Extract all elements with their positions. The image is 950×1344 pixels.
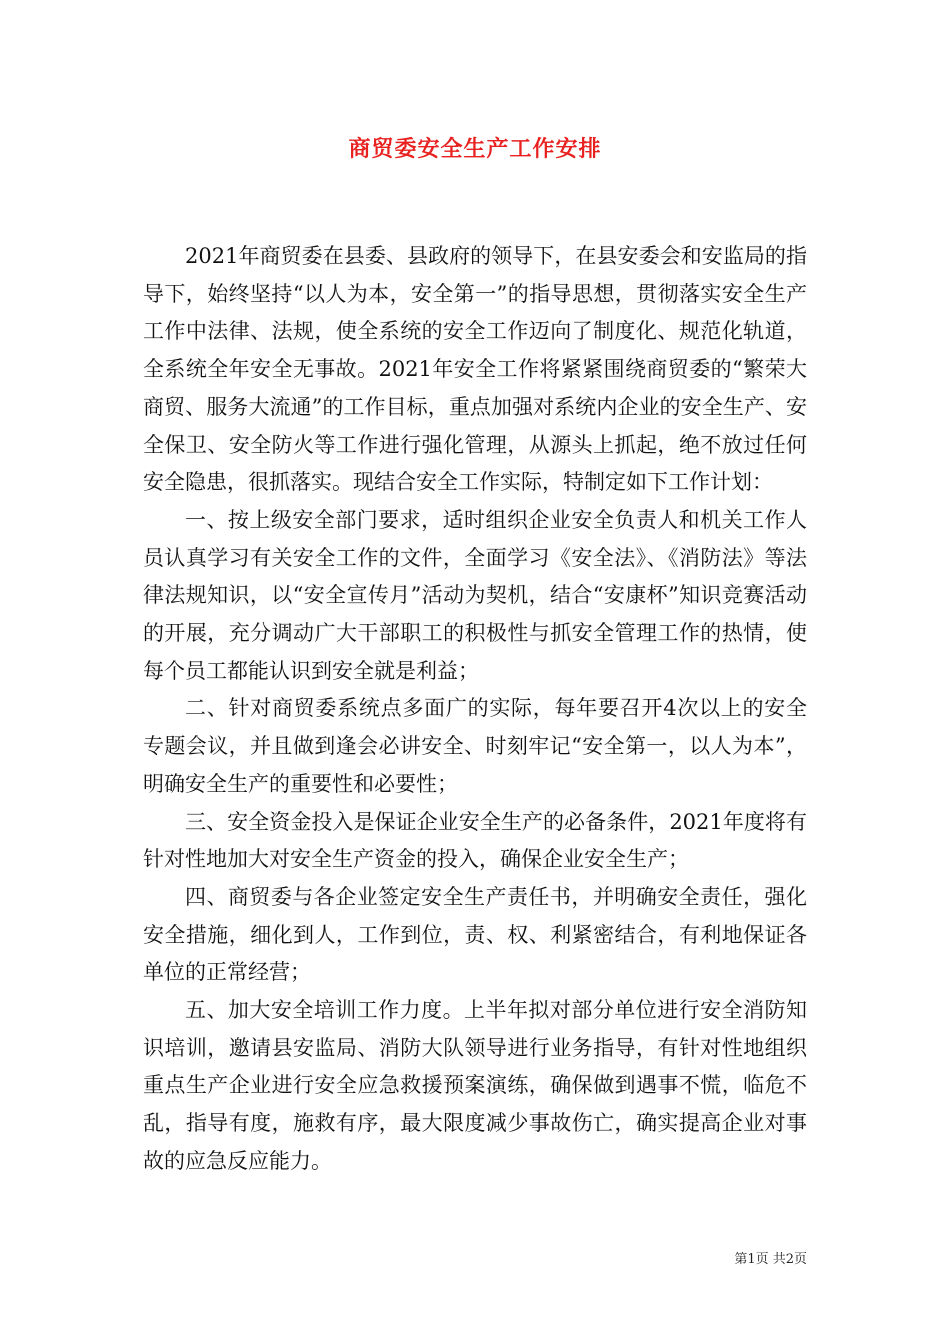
page-number: 第1页 共2页 xyxy=(734,1252,807,1267)
paragraph-item-1: 一、按上级安全部门要求，适时组织企业安全负责人和机关工作人员认真学习有关安全工作的文件，全面学习《安全法》、《消防法》等法律法规知识，以“安全宣传月”活动为契机，结合“安康杯”知识竞赛活动的开展，充分调动广大干部职工的积极性与抓安全管理工作的热情，使每个员工都能认识到安全就是利益； xyxy=(143,507,807,683)
paragraph-intro: 2021年商贸委在县委、县政府的领导下，在县安委会和安监局的指导下，始终坚持“以人为本，安全第一”的指导思想，贯彻落实安全生产工作中法律、法规，使全系统的安全工作迈向了制度化、规范化轨道，全系统全年安全无事故。2021年安全工作将紧紧围绕商贸委的“繁荣大商贸、服务大流通”的工作目标，重点加强对系统内企业的安全生产、安全保卫、安全防火等工作进行强化管理，从源头上抓起，绝不放过任何安全隐患，很抓落实。现结合安全工作实际，特制定如下工作计划： xyxy=(143,244,807,495)
document-body xyxy=(143,238,807,1181)
paragraph-item-4: 四、商贸委与各企业签定安全生产责任书，并明确安全责任，强化安全措施，细化到人，工作到位，责、权、利紧密结合，有利地保证各单位的正常经营； xyxy=(143,884,807,985)
document-title: 商贸委安全生产工作安排 xyxy=(348,136,602,162)
paragraph-item-5: 五、加大安全培训工作力度。上半年拟对部分单位进行安全消防知识培训，邀请县安监局、消防大队领导进行业务指导，有针对性地组织重点生产企业进行安全应急救援预案演练，确保做到遇事不慌，临危不乱，指导有度，施救有序，最大限度减少事故伤亡，确实提高企业对事故的应急反应能力。 xyxy=(143,998,807,1173)
paragraph-item-2: 二、针对商贸委系统点多面广的实际，每年要召开4次以上的安全专题会议，并且做到逢会必讲安全、时刻牢记“安全第一，以人为本”，明确安全生产的重要性和必要性； xyxy=(143,696,807,796)
paragraph-item-3: 三、安全资金投入是保证企业安全生产的必备条件，2021年度将有针对性地加大对安全生产资金的投入，确保企业安全生产； xyxy=(143,809,807,872)
